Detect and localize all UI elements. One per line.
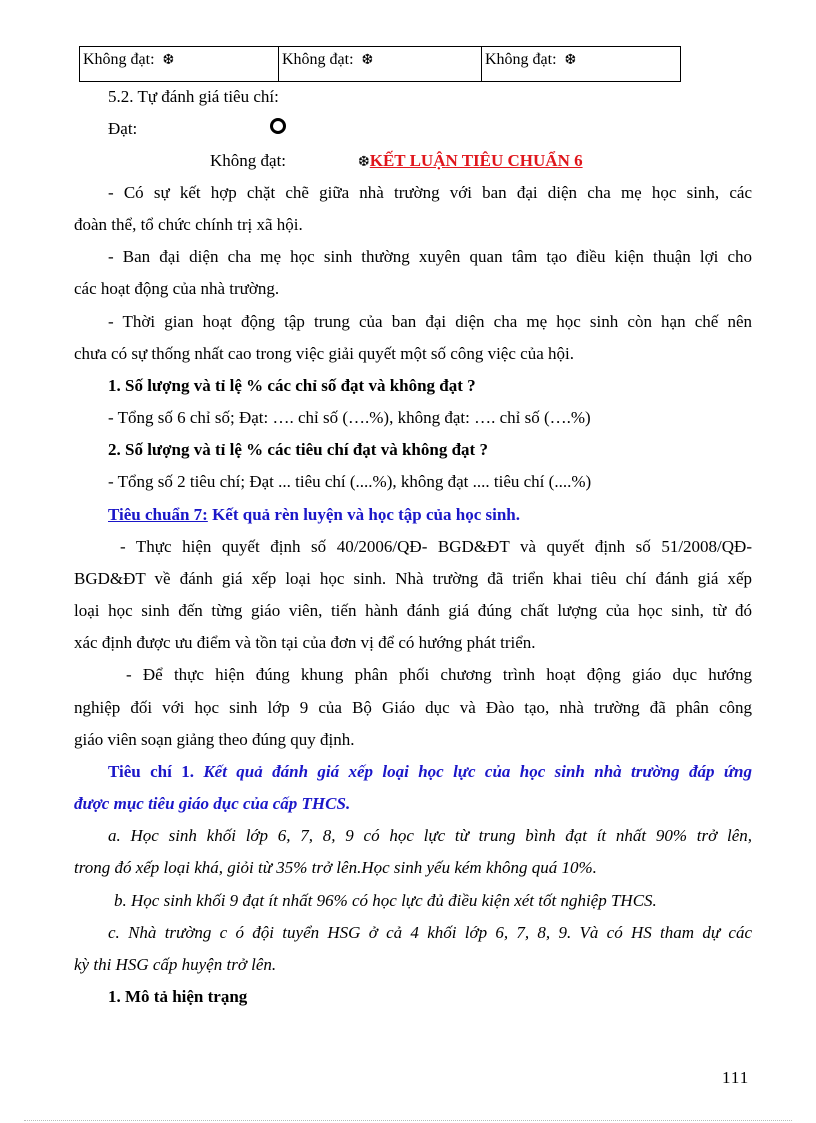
table-cell: Không đạt: ❆: [80, 47, 279, 81]
paragraph-line: nghiệp đối với học sinh lớp 9 của Bộ Giáo dục và Đào tạo, nhà trường đã phân công: [74, 698, 752, 717]
paragraph-line: các hoạt động của nhà trường.: [74, 279, 280, 298]
paragraph-line: đoàn thể, tổ chức chính trị xã hội.: [74, 215, 303, 234]
current-status-heading: 1. Mô tả hiện trạng: [108, 987, 248, 1006]
snowflake-icon: ❆: [564, 53, 577, 68]
page-bottom-divider: [24, 1120, 792, 1121]
snowflake-icon: ❆: [162, 53, 175, 68]
paragraph-line: BGD&ĐT về đánh giá xếp loại học sinh. Nhà trường đã triển khai tiêu chí đánh giá xếp: [74, 569, 752, 588]
stats-answer-1: - Tổng số 6 chỉ số; Đạt: …. chỉ số (….%), không đạt: …. chỉ số (….%): [108, 408, 591, 427]
standard-7-heading: Tiêu chuẩn 7: Kết quả rèn luyện và học tập của học sinh.: [108, 505, 521, 524]
criterion-item-a: a. Học sinh khối lớp 6, 7, 8, 9 có học lực từ trung bình đạt ít nhất 90% trở lên,: [108, 826, 752, 845]
paragraph-line: xác định được ưu điểm và tồn tại của đơn vị để có hướng phát triển.: [74, 633, 536, 652]
criterion-item-a-cont: trong đó xếp loại khá, giỏi từ 35% trở lên.Học sinh yếu kém không quá 10%.: [74, 858, 597, 877]
paragraph-line: giáo viên soạn giảng theo đúng quy định.: [74, 730, 355, 749]
page-number: 111: [722, 1068, 750, 1087]
stats-question-2: 2. Số lượng và tỉ lệ % các tiêu chí đạt và không đạt ?: [108, 440, 488, 459]
criterion-item-c-cont: kỳ thi HSG cấp huyện trở lên.: [74, 955, 277, 974]
table-cell: Không đạt: ❆: [485, 51, 577, 68]
paragraph-line: - Có sự kết hợp chặt chẽ giữa nhà trường với ban đại diện cha mẹ học sinh, các: [108, 183, 752, 202]
circle-icon: [270, 118, 286, 134]
paragraph-line: - Thời gian hoạt động tập trung của ban đại diện cha mẹ học sinh còn hạn chế nên: [108, 312, 752, 331]
paragraph-line: - Ban đại diện cha mẹ học sinh thường xuyên quan tâm tạo điều kiện thuận lợi cho: [108, 247, 752, 266]
khong-dat-label: Không đạt:: [210, 151, 287, 170]
criterion-item-b: b. Học sinh khối 9 đạt ít nhất 96% có học lực đủ điều kiện xét tốt nghiệp THCS.: [114, 891, 657, 910]
criterion-1-heading: Tiêu chí 1. Kết quả đánh giá xếp loại học lực của học sinh nhà trường đáp ứng: [108, 762, 752, 781]
stats-question-1: 1. Số lượng và tỉ lệ % các chỉ số đạt và không đạt ?: [108, 376, 476, 395]
stats-answer-2: - Tổng số 2 tiêu chí; Đạt ... tiêu chí (....%), không đạt .... tiêu chí (....%): [108, 472, 592, 491]
paragraph-line: - Thực hiện quyết định số 40/2006/QĐ- BGD&ĐT và quyết định số 51/2008/QĐ-: [120, 537, 752, 556]
conclusion-heading: ❆KẾT LUẬN TIÊU CHUẨN 6: [358, 151, 583, 170]
dat-label: Đạt:: [108, 119, 138, 138]
self-eval-heading: 5.2. Tự đánh giá tiêu chí:: [108, 87, 279, 106]
paragraph-line: loại học sinh đến từng giáo viên, tiến hành đánh giá đúng chất lượng của học sinh, từ đó: [74, 601, 752, 620]
criterion-item-c: c. Nhà trường c ó đội tuyển HSG ở cả 4 khối lớp 6, 7, 8, 9. Và có HS tham dự các: [108, 923, 752, 942]
table-cell: Không đạt: ❆: [279, 47, 482, 81]
criterion-1-heading-cont: được mục tiêu giáo dục của cấp THCS.: [74, 794, 351, 813]
paragraph-line: chưa có sự thống nhất cao trong việc giải quyết một số công việc của hội.: [74, 344, 574, 363]
snowflake-icon: ❆: [361, 53, 374, 68]
paragraph-line: - Để thực hiện đúng khung phân phối chương trình hoạt động giáo dục hướng: [126, 665, 752, 684]
snowflake-icon: ❆: [358, 155, 370, 170]
evaluation-table: [79, 46, 681, 82]
